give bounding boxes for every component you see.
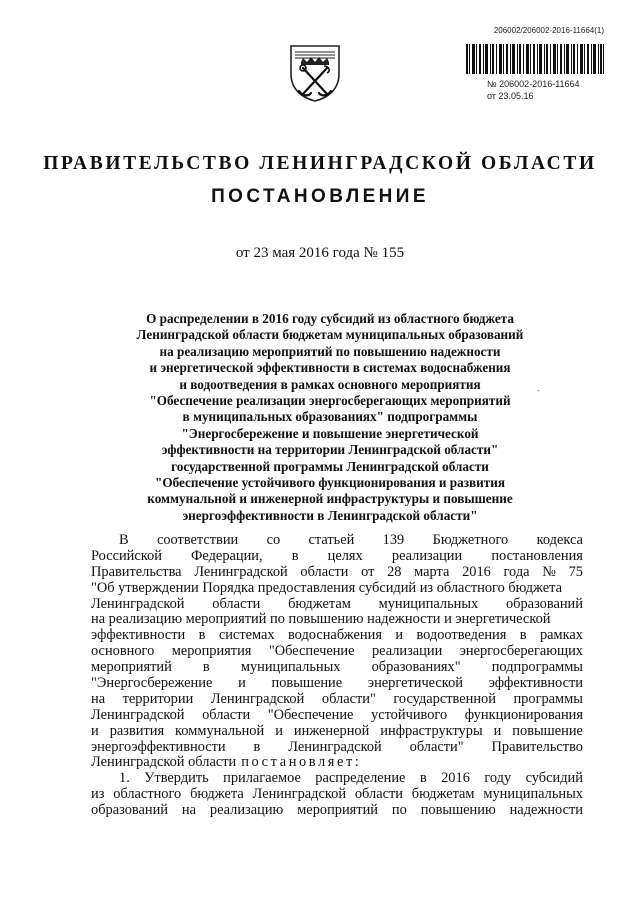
text-line — [91, 565, 583, 581]
word: постановления — [491, 547, 583, 564]
word: повышению — [420, 802, 496, 819]
word: энергоэффективности — [91, 738, 226, 755]
text-line — [91, 755, 583, 771]
word: эффективности — [488, 675, 583, 692]
word: подпрограммы — [491, 659, 583, 676]
word: образований — [91, 802, 168, 819]
word: водоотведения — [416, 627, 507, 644]
text-line — [91, 771, 583, 787]
word: области" — [409, 738, 464, 755]
word: государственной — [393, 690, 496, 707]
word: статьей — [308, 532, 355, 548]
word: субсидий — [525, 770, 583, 787]
word: эффективности — [91, 627, 186, 644]
text-line — [91, 660, 583, 676]
word: прилагаемое — [223, 770, 301, 787]
word: коммунальной — [175, 722, 265, 739]
word: Правительства — [91, 563, 182, 580]
resolves-word: постановляет: — [241, 754, 362, 771]
word: в — [202, 659, 210, 676]
word: В — [119, 532, 129, 548]
subject-line: коммунальной и инженерной инфраструктуры и повышение — [147, 491, 513, 507]
word: году — [484, 770, 512, 787]
text-line — [91, 612, 583, 628]
word: 1. — [119, 770, 130, 787]
registration-number: № 206002-2016-11664 — [487, 79, 580, 89]
document-type-title: ПОСТАНОВЛЕНИЕ — [211, 186, 429, 207]
word: инфраструктуры — [380, 722, 483, 739]
word: в — [419, 770, 427, 787]
subject-line: Ленинградской области бюджетам муниципальных образований — [136, 327, 524, 343]
word: "Обеспечение — [267, 706, 354, 723]
registration-code: 206002/206002-2016-11664(1) — [493, 26, 604, 35]
word: Утвердить — [144, 770, 209, 787]
word: области — [300, 563, 349, 580]
word: по — [391, 802, 407, 819]
word: бюджетам — [288, 595, 351, 612]
word: реализации — [371, 643, 443, 660]
text-line — [91, 549, 583, 565]
word: территории — [122, 690, 194, 707]
word: Ленинградской — [210, 690, 305, 707]
word: на реализацию мероприятий по повышению надежности и энергетической — [91, 611, 551, 628]
word: Ленинградской — [91, 706, 185, 723]
word: устойчивого — [371, 706, 448, 723]
subject-line: О распределении в 2016 году субсидий из областного бюджета — [146, 311, 514, 326]
word: распределение — [315, 770, 406, 787]
word: и — [91, 722, 99, 739]
word: и — [493, 722, 502, 739]
government-title: ПРАВИТЕЛЬСТВО ЛЕНИНГРАДСКОЙ ОБЛАСТИ — [43, 153, 597, 174]
barcode — [466, 44, 604, 74]
word: мероприятий — [297, 802, 378, 819]
subject-line: "Обеспечение устойчивого функционирования и развития — [155, 475, 505, 491]
word: Федерации, — [191, 547, 263, 564]
word: 2016 — [441, 770, 470, 787]
word: программы — [513, 690, 583, 707]
word: муниципальных — [483, 786, 583, 803]
word: 75 — [568, 563, 583, 580]
decree-subject — [120, 311, 540, 524]
text-line — [91, 692, 583, 708]
coat-of-arms-emblem — [289, 44, 341, 102]
text-line — [91, 533, 583, 549]
word: мероприятия — [171, 643, 252, 660]
word: марта — [414, 563, 450, 580]
decree-body — [91, 533, 583, 819]
subject-line: "Энергосбережение и повышение энергетической — [181, 425, 479, 441]
subject-line: в муниципальных образованиях" подпрограммы — [182, 409, 478, 425]
word: основного — [91, 643, 155, 660]
word: Правительство — [491, 738, 583, 755]
word: областного — [113, 786, 182, 803]
word: из — [91, 786, 105, 803]
word: 28 — [387, 563, 402, 580]
subject-line: и энергетической эффективности в системах водоснабжения — [149, 360, 511, 376]
word: соответствии — [156, 532, 239, 548]
word: со — [266, 532, 281, 548]
word: рамках — [539, 627, 583, 644]
word: в — [253, 738, 261, 755]
text-line — [91, 787, 583, 803]
text-line — [91, 644, 583, 660]
word: и — [238, 675, 246, 692]
word: бюджетам — [411, 786, 475, 803]
word: "Об утверждении Порядка предоставления субсидий из областного бюджета — [91, 579, 563, 596]
word: Ленинградской — [288, 738, 382, 755]
word: муниципальных — [378, 595, 479, 612]
word: Российской — [91, 547, 162, 564]
word: энергосберегающих — [459, 643, 583, 660]
word: муниципальных — [240, 659, 341, 676]
word: 139 — [382, 532, 405, 548]
text-line — [91, 803, 583, 819]
word: энергетической — [367, 675, 463, 692]
text-line — [91, 708, 583, 724]
date-and-number: от 23 мая 2016 года № 155 — [235, 245, 405, 261]
word: № — [542, 563, 556, 580]
word: мероприятий — [91, 659, 172, 676]
word: надежности — [509, 802, 583, 819]
word: от — [361, 563, 375, 580]
word: Бюджетного — [432, 532, 509, 548]
word: в — [291, 547, 299, 564]
subject-line: на реализацию мероприятий по повышению надежности — [159, 343, 501, 359]
registration-block — [487, 78, 580, 102]
subject-line: энергоэффективности в Ленинградской области" — [182, 507, 478, 523]
word: года — [503, 563, 530, 580]
registration-date: от 23.05.16 — [487, 91, 534, 101]
word: водоснабжения — [287, 627, 382, 644]
subject-line: эффективности на территории Ленинградской области" — [161, 442, 499, 458]
word: 2016 — [462, 563, 491, 580]
word: на — [181, 802, 196, 819]
subject-line: "Обеспечение реализации энергосберегающих мероприятий — [149, 393, 511, 409]
text-line — [91, 740, 583, 756]
word: "Энергосбережение — [91, 675, 213, 692]
text-line — [91, 581, 583, 597]
word: целях — [327, 547, 363, 564]
text-line — [91, 597, 583, 613]
word: области — [354, 786, 403, 803]
subject-line: и водоотведения в рамках основного мероприятия — [179, 376, 481, 392]
word: повышение — [512, 722, 583, 739]
word: развития — [109, 722, 165, 739]
text-line — [91, 676, 583, 692]
word: бюджета — [190, 786, 244, 803]
word: в — [198, 627, 206, 644]
word: области" — [321, 690, 376, 707]
word: и — [395, 627, 404, 644]
word: повышение — [271, 675, 343, 692]
word: функционирования — [464, 706, 583, 723]
word: Ленинградской — [194, 563, 288, 580]
word: Ленинградской области — [91, 754, 237, 771]
word: области — [212, 595, 261, 612]
word: и — [275, 722, 283, 739]
word: реализации — [391, 547, 463, 564]
subject-line: государственной программы Ленинградской области — [171, 458, 489, 474]
pen-mark: ˏ — [537, 381, 541, 392]
text-line — [91, 724, 583, 740]
word: системах — [218, 627, 275, 644]
word: Ленинградской — [252, 786, 347, 803]
word: в — [519, 627, 527, 644]
word: образованиях" — [371, 659, 461, 676]
word: на — [91, 690, 106, 707]
word: образований — [505, 595, 583, 612]
word: области — [202, 706, 251, 723]
word: Ленинградской — [91, 595, 185, 612]
word: "Обеспечение — [268, 643, 355, 660]
word: кодекса — [536, 532, 583, 548]
word: реализацию — [209, 802, 284, 819]
text-line — [91, 628, 583, 644]
word: инженерной — [293, 722, 370, 739]
